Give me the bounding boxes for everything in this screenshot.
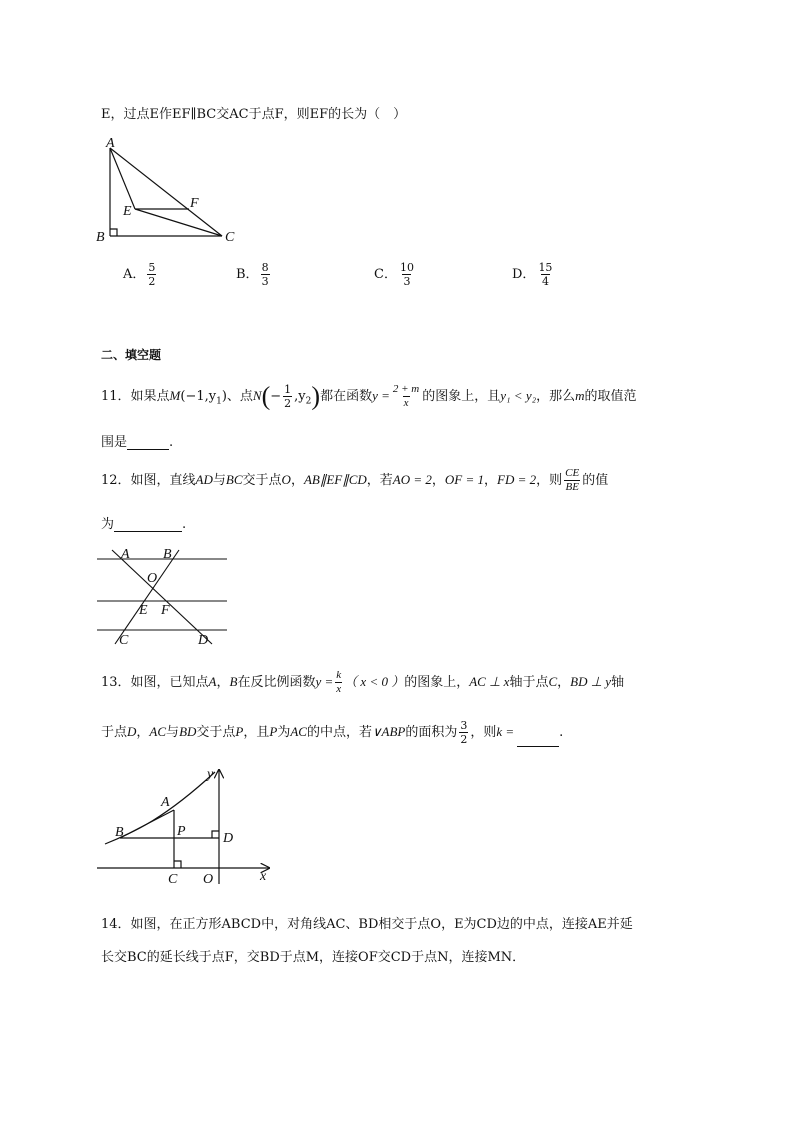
fig12-label-C: C	[119, 633, 129, 648]
q12-answer-blank[interactable]	[114, 519, 182, 532]
q11-line1: 11．如果点$M(-1,y_1)$、点N(− $\frac{1}{2}$ $,y_2$)都在函数y = $\frac{2 + m}{x}$ 的图象上，且y₁ < y₂，那么m的取值范	[101, 381, 637, 411]
fig12-label-O: O	[147, 571, 158, 586]
option-letter: D．	[512, 267, 536, 282]
fig10-label-F: F	[190, 196, 199, 211]
fig12-label-D: D	[198, 633, 209, 648]
fig13-label-y: y	[207, 767, 214, 782]
fig13-label-P: P	[177, 824, 186, 839]
option-a[interactable]	[123, 262, 158, 287]
option-fraction: $\frac{10}{3}$	[399, 261, 414, 288]
option-fraction: $\frac{5}{2}$	[148, 261, 156, 288]
q12-figure	[95, 546, 235, 648]
fig13-label-A: A	[161, 795, 170, 810]
option-letter: A．	[123, 267, 146, 282]
fig12-label-A: A	[121, 547, 130, 562]
fig12-label-B: B	[163, 547, 172, 562]
fig10-label-A: A	[106, 136, 115, 151]
fig10-label-E: E	[123, 204, 132, 219]
q10-figure	[90, 132, 250, 248]
q13-line1: 13．如图，已知点A，B在反比例函数y = $\frac{k}{x}$ （ x < 0 ）的图象上，AC ⊥ x轴于点C，BD ⊥ y轴	[101, 669, 625, 695]
option-d[interactable]	[512, 262, 555, 287]
q13-figure	[95, 762, 280, 888]
fig13-label-C: C	[168, 872, 178, 887]
fig12-label-E: E	[139, 603, 148, 618]
option-c[interactable]	[374, 262, 417, 287]
q12-line1: 12．如图，直线AD与BC交于点O，AB∥EF∥CD，若AO = 2，OF = 1，FD = 2，则 $\frac{CE}{BE}$ 的值	[101, 467, 609, 493]
section-title: 二、填空题	[101, 348, 162, 362]
q10-stem-tail: E，过点E作EF∥BC交AC于点F，则EF的长为（ ）	[101, 107, 407, 122]
fig13-label-O: O	[203, 872, 214, 887]
option-letter: B．	[236, 267, 259, 282]
option-b[interactable]	[236, 262, 272, 287]
fig10-label-B: B	[96, 230, 105, 245]
fig13-label-D: D	[223, 831, 234, 846]
q13-answer-blank[interactable]	[517, 734, 559, 747]
q14-line2: 长交BC的延长线于点F，交BD于点M，连接OF交CD于点N，连接MN．	[101, 950, 526, 965]
fig12-label-F: F	[161, 603, 170, 618]
option-fraction: $\frac{8}{3}$	[261, 261, 269, 288]
q14-line1: 14．如图，在正方形ABCD中，对角线AC、BD相交于点O，E为CD边的中点，连接AE并延	[101, 917, 633, 932]
option-fraction: $\frac{15}{4}$	[538, 261, 553, 288]
q12-line2: 为 .	[101, 517, 187, 532]
fig13-label-x: x	[260, 869, 267, 884]
fig10-label-C: C	[225, 230, 235, 245]
q13-line2: 于点D，AC与BD交于点P，且P为AC的中点，若∨ABP的面积为 $\frac{3}{2}$ ，则k = .	[101, 719, 564, 746]
q11-answer-blank[interactable]	[127, 437, 169, 450]
q11-line2: 围是 .	[101, 435, 174, 450]
fig13-label-B: B	[115, 825, 124, 840]
option-letter: C．	[374, 267, 397, 282]
